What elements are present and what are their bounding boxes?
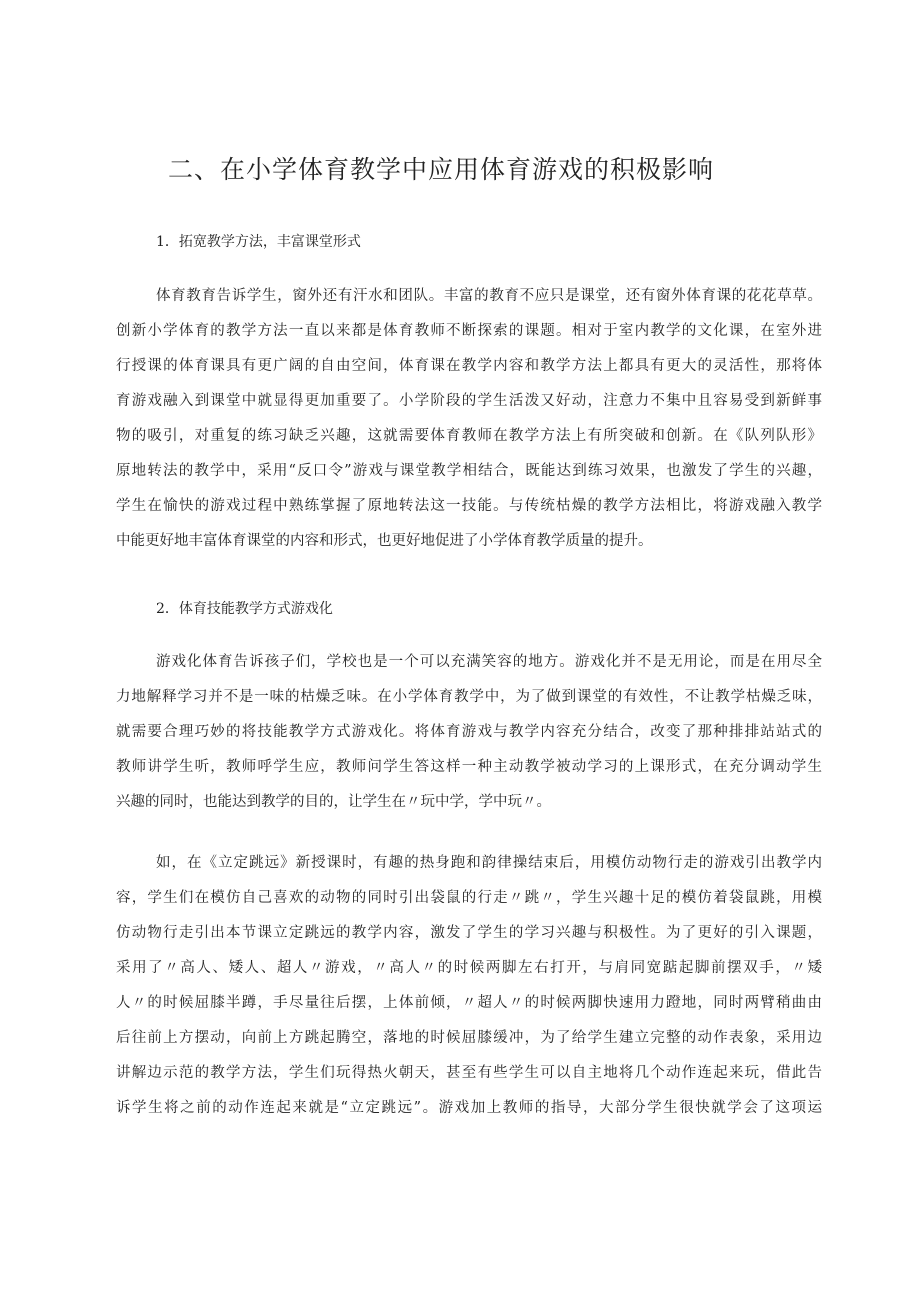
paragraph-teaching-methods [116, 279, 822, 559]
paragraph-line: 力地解释学习并不是一味的枯燥乏味。在小学体育教学中，为了做到课堂的有效性，不让教学枯燥乏味， [116, 689, 822, 705]
section-title: 二、在小学体育教学中应用体育游戏的积极影响 [168, 155, 715, 184]
subheading-1: 1．拓宽教学方法，丰富课堂形式 [156, 234, 361, 250]
paragraph-line: 育游戏融入到课堂中就显得更加重要了。小学阶段的学生活泼又好动，注意力不集中且容易受到新鲜事 [116, 393, 822, 409]
paragraph-line: 仿动物行走引出本节课立定跳远的教学内容，激发了学生的学习兴趣与积极性。为了更好的引入课题， [116, 925, 822, 941]
paragraph-line: 行授课的体育课具有更广阔的自由空间，体育课在教学内容和教学方法上都具有更大的灵活性，那将体 [116, 358, 822, 374]
paragraph-line: 游戏化体育告诉孩子们，学校也是一个可以充满笑容的地方。游戏化并不是无用论，而是在用尽全 [156, 654, 822, 670]
paragraph-line: 中能更好地丰富体育课堂的内容和形式，也更好地促进了小学体育教学质量的提升。 [116, 533, 653, 549]
paragraph-line: 学生在愉快的游戏过程中熟练掌握了原地转法这一技能。与传统枯燥的教学方法相比，将游戏融入教学 [116, 498, 822, 514]
paragraph-line: 教师讲学生听，教师呼学生应，教师问学生答这样一种主动教学被动学习的上课形式，在充分调动学生 [116, 759, 822, 775]
paragraph-line: 容，学生们在模仿自己喜欢的动物的同时引出袋鼠的行走〃跳〃，学生兴趣十足的模仿着袋鼠跳，用模 [116, 890, 822, 906]
paragraph-line: 人〃的时候屈膝半蹲，手尽量往后摆，上体前倾，〃超人〃的时候两脚快速用力蹬地，同时两臂稍曲由 [116, 995, 822, 1011]
paragraph-line: 如，在《立定跳远》新授课时，有趣的热身跑和韵律操结束后，用模仿动物行走的游戏引出教学内 [156, 855, 822, 871]
paragraph-line: 体育教育告诉学生，窗外还有汗水和团队。丰富的教育不应只是课堂，还有窗外体育课的花花草草。 [156, 288, 822, 304]
paragraph-gamification [116, 645, 822, 820]
paragraph-line: 创新小学体育的教学方法一直以来都是体育教师不断探索的课题。相对于室内教学的文化课，在室外进 [116, 323, 822, 339]
subheading-2: 2．体育技能教学方式游戏化 [156, 601, 333, 617]
paragraph-line: 诉学生将之前的动作连起来就是“立定跳远”。游戏加上教师的指导，大部分学生很快就学会了这项运 [116, 1100, 822, 1116]
paragraph-line: 后往前上方摆动，向前上方跳起腾空，落地的时候屈膝缓冲，为了给学生建立完整的动作表象，采用边 [116, 1030, 822, 1046]
paragraph-standing-long-jump [116, 846, 822, 1126]
paragraph-line: 就需要合理巧妙的将技能教学方式游戏化。将体育游戏与教学内容充分结合，改变了那种排排站站式的 [116, 724, 822, 740]
paragraph-line: 物的吸引，对重复的练习缺乏兴趣，这就需要体育教师在教学方法上有所突破和创新。在《队列队形》 [116, 428, 822, 444]
paragraph-line: 原地转法的教学中，采用“反口令”游戏与课堂教学相结合，既能达到练习效果，也激发了学生的兴趣， [116, 463, 822, 479]
paragraph-line: 兴趣的同时，也能达到教学的目的，让学生在〃玩中学，学中玩〃。 [116, 794, 551, 810]
paragraph-line: 讲解边示范的教学方法，学生们玩得热火朝天，甚至有些学生可以自主地将几个动作连起来玩，借此告 [116, 1065, 822, 1081]
paragraph-line: 采用了〃高人、矮人、超人〃游戏，〃高人〃的时候两脚左右打开，与肩同宽踮起脚前摆双手，〃矮 [116, 960, 822, 976]
